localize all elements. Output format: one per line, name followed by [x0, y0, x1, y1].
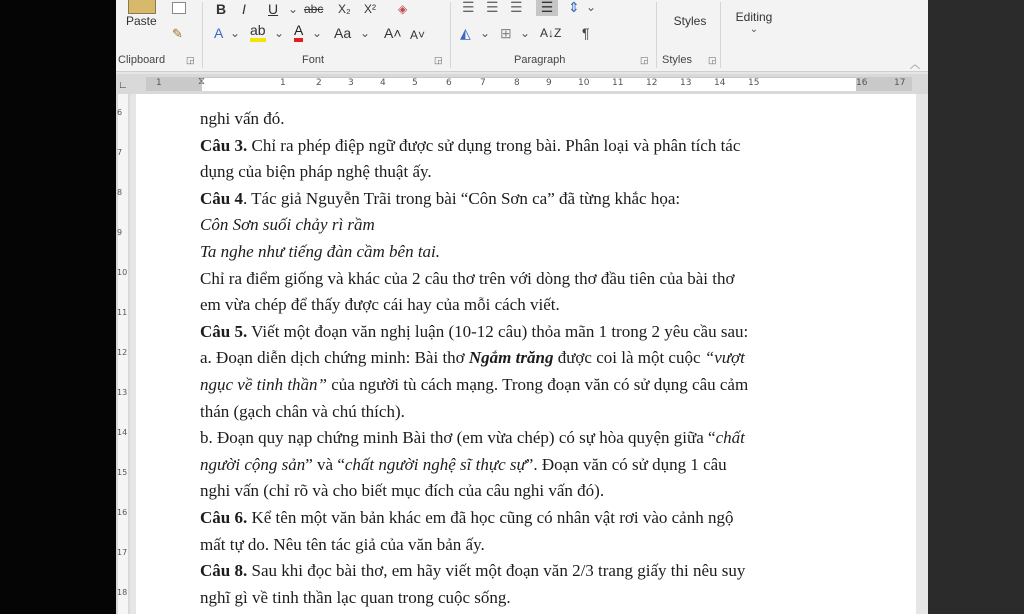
superscript-button[interactable]: X²: [364, 2, 376, 16]
ruler-number: 17: [894, 78, 906, 88]
vruler-number: 14: [117, 428, 128, 437]
vruler-number: 17: [117, 548, 128, 557]
ruler-number: 16: [856, 78, 868, 88]
text-line: thán (gạch chân và chú thích).: [200, 401, 405, 421]
text-line: ngục về tinh thần” của người tù cách mạng. Trong đoạn văn có sử dụng câu cảm: [200, 374, 749, 394]
poem-line: Ta nghe như tiếng đàn cầm bên tai.: [200, 241, 441, 261]
ruler-left-margin: [146, 77, 202, 91]
text-line: Chỉ ra điểm giống và khác của 2 câu thơ trên với dòng thơ đầu tiên của bài thơ: [200, 268, 735, 288]
horizontal-ruler[interactable]: [116, 74, 928, 94]
ruler-number: 15: [748, 78, 760, 88]
poem-line: Côn Sơn suối chảy rì rầm: [200, 215, 375, 235]
document-page[interactable]: [136, 94, 916, 614]
styles-button[interactable]: [664, 4, 716, 52]
show-formatting-button[interactable]: ¶: [582, 25, 590, 41]
highlight-button[interactable]: ab: [250, 22, 266, 42]
styles-label: Styles: [673, 14, 707, 28]
align-center-icon[interactable]: ☰: [486, 0, 499, 15]
vruler-number: 18: [117, 588, 128, 597]
font-launcher-icon[interactable]: ◲: [434, 55, 443, 65]
ribbon-separator: [450, 2, 451, 68]
left-background: [0, 0, 116, 614]
align-left-icon[interactable]: ☰: [462, 0, 475, 15]
collapse-ribbon-icon[interactable]: ︿: [910, 60, 920, 71]
ruler-number: 6: [446, 78, 452, 88]
underline-button[interactable]: U: [268, 1, 279, 17]
vruler-number: 6: [117, 108, 123, 117]
word-window: [116, 0, 928, 614]
ruler-number: 2: [316, 78, 322, 88]
question-8: Câu 8. Sau khi đọc bài thơ, em hãy viết một đoạn văn 2/3 trang giấy thi nêu suy: [200, 561, 746, 581]
text-line: mất tự do. Nêu tên tác giả của văn bản ấy.: [200, 534, 485, 554]
editing-label: Editing: [735, 10, 773, 24]
strikethrough-button[interactable]: abc: [304, 2, 324, 16]
text-effects-dropdown-icon[interactable]: ⌄: [230, 26, 241, 40]
text-line: nghĩ gì về tinh thần lạc quan trong cuộc sống.: [200, 587, 511, 607]
vruler-number: 10: [117, 268, 128, 277]
styles-launcher-icon[interactable]: ◲: [708, 55, 717, 65]
ruler-number: 1: [280, 78, 286, 88]
ruler-number: 1: [156, 78, 162, 88]
shrink-font-button[interactable]: A˅: [410, 28, 426, 42]
document-body[interactable]: [200, 106, 880, 611]
ruler-number: 10: [578, 78, 590, 88]
vruler-number: 9: [117, 228, 123, 237]
ruler-number: 12: [646, 78, 658, 88]
vruler-number: 12: [117, 348, 128, 357]
paragraph-group-label: Paragraph: [514, 54, 566, 66]
ruler-number: 3: [348, 78, 354, 88]
change-case-button[interactable]: Aa: [334, 25, 352, 41]
ruler-number: 9: [546, 78, 552, 88]
ribbon: [116, 0, 928, 72]
bold-button[interactable]: B: [216, 1, 227, 17]
text-line: người cộng sản” và “chất người nghệ sĩ thực sự”. Đoạn văn có sử dụng 1 câu: [200, 454, 727, 474]
align-right-icon[interactable]: ☰: [510, 0, 523, 15]
vruler-number: 8: [117, 188, 123, 197]
ruler-number: 5: [412, 78, 418, 88]
underline-dropdown-icon[interactable]: ⌄: [288, 2, 299, 16]
clipboard-group-label: Clipboard: [118, 54, 166, 66]
shading-icon[interactable]: ◭: [460, 25, 471, 41]
copy-icon[interactable]: [172, 2, 186, 14]
change-case-dropdown-icon[interactable]: ⌄: [360, 26, 371, 40]
vruler-number: 15: [117, 468, 128, 477]
editing-dropdown-icon: ⌄: [749, 24, 759, 35]
line-spacing-dropdown-icon[interactable]: ⌄: [586, 0, 597, 14]
justify-icon[interactable]: ☰: [536, 0, 558, 16]
ruler-number: 14: [714, 78, 726, 88]
text-line: nghi vấn đó.: [200, 109, 285, 128]
paste-label: Paste: [126, 14, 157, 28]
vruler-number: 13: [117, 388, 128, 397]
clear-formatting-icon[interactable]: ◈: [398, 2, 408, 16]
ruler-number: 4: [380, 78, 386, 88]
ribbon-separator: [656, 2, 657, 68]
vruler-number: 7: [117, 148, 123, 157]
vruler-number: 11: [117, 308, 128, 317]
subscript-button[interactable]: X₂: [338, 2, 351, 16]
grow-font-button[interactable]: A˄: [384, 25, 402, 41]
question-6: Câu 6. Kể tên một văn bản khác em đã học cũng có nhân vật rơi vào cảnh ngộ: [200, 507, 734, 527]
shading-dropdown-icon[interactable]: ⌄: [480, 26, 491, 40]
ruler-number: 8: [514, 78, 520, 88]
borders-dropdown-icon[interactable]: ⌄: [520, 26, 531, 40]
font-color-button[interactable]: A: [294, 22, 303, 42]
question-3: Câu 3. Chỉ ra phép điệp ngữ được sử dụng trong bài. Phân loại và phân tích tác: [200, 135, 741, 155]
text-line: a. Đoạn diễn dịch chứng minh: Bài thơ Ngắm trăng được coi là một cuộc “vượt: [200, 348, 745, 368]
italic-button[interactable]: I: [242, 1, 246, 17]
styles-group-label: Styles: [662, 54, 692, 66]
paste-button[interactable]: [120, 2, 168, 50]
ruler-number: 13: [680, 78, 692, 88]
vruler-number: 16: [117, 508, 128, 517]
text-line: b. Đoạn quy nạp chứng minh Bài thơ (em vừa chép) có sự hòa quyện giữa “chất: [200, 428, 745, 448]
line-spacing-icon[interactable]: ⇕: [568, 0, 580, 15]
question-4: Câu 4. Tác giả Nguyễn Trãi trong bài “Côn Sơn ca” đã từng khắc họa:: [200, 188, 681, 208]
editing-button[interactable]: [726, 4, 782, 52]
sort-button[interactable]: A↓Z: [540, 26, 562, 40]
clipboard-launcher-icon[interactable]: ◲: [186, 55, 195, 65]
text-effects-button[interactable]: A: [214, 25, 224, 41]
paragraph-launcher-icon[interactable]: ◲: [640, 55, 649, 65]
question-5: Câu 5. Viết một đoạn văn nghị luận (10-12 câu) thỏa mãn 1 trong 2 yêu cầu sau:: [200, 321, 749, 341]
text-line: em vừa chép để thấy được cái hay của mỗi cách viết.: [200, 295, 560, 315]
format-painter-icon[interactable]: ✎: [172, 26, 183, 41]
right-background: [928, 0, 1024, 614]
tab-selector-icon[interactable]: ∟: [118, 80, 128, 91]
font-group-label: Font: [302, 54, 325, 66]
clipboard-icon: [128, 0, 156, 14]
ruler-number: 7: [480, 78, 486, 88]
text-line: nghi vấn (chỉ rõ và cho biết mục đích của câu nghi vấn đó).: [200, 481, 605, 501]
text-line: dụng của biện pháp nghệ thuật ấy.: [200, 162, 432, 182]
borders-icon[interactable]: ⊞: [500, 25, 512, 41]
ruler-number: 11: [612, 78, 624, 88]
font-color-dropdown-icon[interactable]: ⌄: [312, 26, 323, 40]
vertical-ruler[interactable]: [116, 94, 130, 614]
ribbon-separator: [720, 2, 721, 68]
ribbon-separator: [202, 2, 203, 68]
indent-marker-icon[interactable]: ⧖: [198, 76, 206, 87]
highlight-dropdown-icon[interactable]: ⌄: [274, 26, 285, 40]
